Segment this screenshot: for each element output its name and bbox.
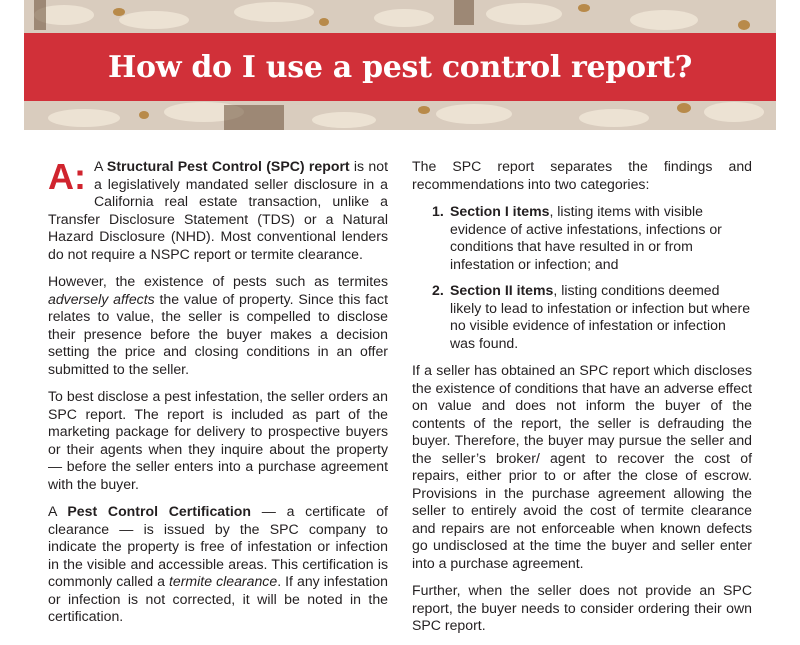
list-item [412, 282, 752, 352]
spc-report-term: Structural Pest Control (SPC) report [106, 158, 350, 174]
left-column [48, 158, 388, 636]
paragraph-certification [48, 503, 388, 626]
list-number: 1. [432, 203, 444, 219]
list-text: , listing items with visible evidence of active infestations, infections or conditions that have resulted in or from infestation or infection; and [450, 203, 722, 272]
paragraph-value [48, 273, 388, 378]
certification-term: Pest Control Certification [67, 503, 251, 519]
section-ii-term: Section II items [450, 282, 554, 298]
p4-mid: — a certificate of clearance — is issued by the SPC company to indicate the property is free of infestation or infection in the visible and accessible areas. This certification is commonly called a [48, 503, 388, 589]
p1-pre: A [94, 158, 107, 174]
right-column [412, 158, 752, 645]
list-number: 2. [432, 282, 444, 298]
paragraph-fraud: If a seller has obtained an SPC report which discloses the existence of conditions that have an adverse effect on value and does not inform the buyer of the contents of the report, the seller is defrauding the buyer. Therefore, the buyer may pursue the seller and the seller’s broker/ agent to recover the cost of repairs, either prior to or after the close of escrow. Provisions in the purchase agreement allowing the seller to entirely avoid the cost of termite clearance and repairs are not enforceable when known defects go undisclosed at the time the buyer and seller enter into a purchase agreement. [412, 362, 752, 571]
section-i-term: Section I items [450, 203, 550, 219]
adversely-affects: adversely affects [48, 290, 155, 307]
termite-clearance-term: termite clearance [168, 573, 278, 589]
categories-list [412, 203, 752, 352]
p2-pre: However, the existence of pests such as termites [48, 273, 388, 289]
list-text: , listing conditions deemed likely to lead to infestation or infection but where no visible evidence of infestation or infection was found. [450, 282, 751, 351]
header-banner [24, 0, 776, 130]
title-bar [24, 33, 776, 101]
p4-pre: A [48, 503, 68, 519]
p4-post: . If any infestation or infection is not corrected, it will be noted in the certification. [48, 573, 388, 624]
paragraph-categories: The SPC report separates the findings and recommendations into two categories: [412, 158, 752, 192]
paragraph-buyer-report: Further, when the seller does not provide an SPC report, the buyer needs to consider ordering their own SPC report. [412, 582, 752, 633]
p2-post: the value of property. Since this fact relates to value, the seller is compelled to disclose their presence before the buyer makes a decision setting the price and closing conditions in an offer submitted to the seller. [48, 290, 388, 377]
page-title: How do I use a pest control report? [107, 49, 693, 85]
p1-post: is not a legislatively mandated seller disclosure in a California real estate transaction, unlike a Transfer Disclosure Statement (TDS) or a Natural Hazard Disclosure (NHD). Most conventional lenders do not require a NSPC report or termite clearance. [48, 158, 388, 262]
paragraph-disclose: To best disclose a pest infestation, the seller orders an SPC report. The report is included as part of the marketing package for delivery to prospective buyers or their agents when they inquire about the property — before the seller enters into a purchase agreement with the buyer. [48, 388, 388, 492]
answer-drop-cap: A: [48, 156, 86, 197]
answer-paragraph [48, 158, 388, 263]
list-item [412, 203, 752, 273]
